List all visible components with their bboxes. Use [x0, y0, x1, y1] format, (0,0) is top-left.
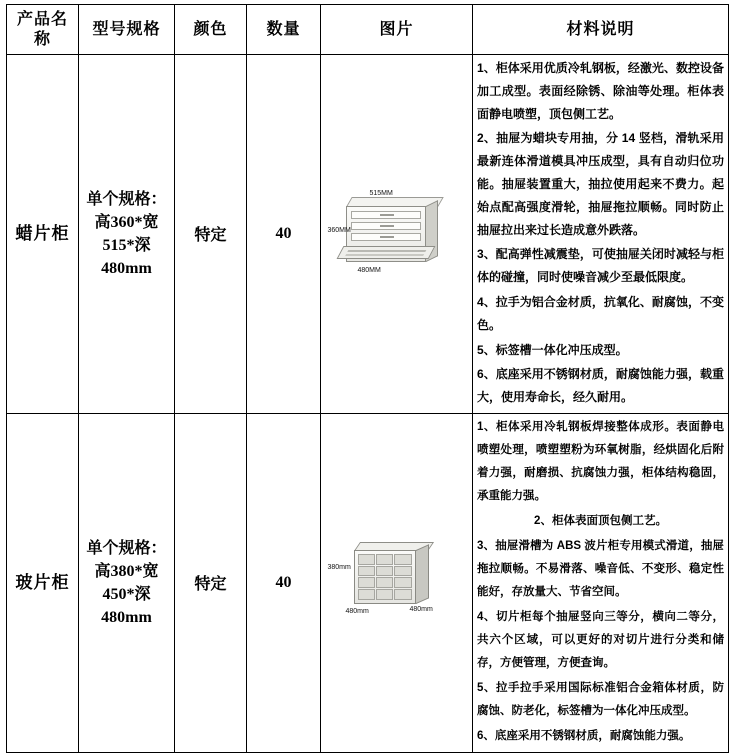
cell-model-spec: 单个规格：高380*宽450*深480mm: [79, 413, 175, 752]
cabinet-body: [354, 550, 416, 604]
cell-picture: [321, 413, 473, 752]
description-line: 3、抽屉滑槽为 ABS 波片柜专用模式滑道，抽屉拖拉顺畅。不易滑落、噪音低、不变形、稳定性能好，存放量大、节省空间。: [477, 539, 724, 598]
description-line: 4、切片柜每个抽屉竖向三等分，横向二等分，共六个区域，可以更好的对切片进行分类和储存，方便管理，方便查询。: [477, 610, 724, 669]
cabinet-icon: [354, 542, 440, 606]
drawer-icon: [351, 211, 421, 219]
cell-product-name: 玻片柜: [7, 413, 79, 752]
header-quantity: 数量: [247, 5, 321, 55]
header-material-description: 材料说明: [473, 5, 729, 55]
cell-color: 特定: [175, 55, 247, 414]
description-line: 5、标签槽一体化冲压成型。: [477, 342, 628, 357]
wax-cabinet-image: [328, 179, 466, 289]
cabinet-side-panel: [416, 544, 429, 604]
table-row: [7, 413, 729, 752]
drawer-icon: [351, 222, 421, 230]
cell-color: 特定: [175, 413, 247, 752]
cell-quantity: 40: [247, 413, 321, 752]
header-color: 颜色: [175, 5, 247, 55]
dimension-label-width: 480mm: [409, 605, 433, 613]
open-drawer-icon: [336, 246, 435, 259]
cell-product-name: 蜡片柜: [7, 55, 79, 414]
cell-quantity: 40: [247, 55, 321, 414]
header-picture: 图片: [321, 5, 473, 55]
description-line: 5、拉手拉手采用国际标准铝合金箱体材质，防腐蚀、防老化，标签槽为一体化冲压成型。: [477, 681, 724, 717]
cell-model-spec: 单个规格：高360*宽515*深480mm: [79, 55, 175, 414]
slide-cabinet-drawing: [328, 528, 466, 638]
cell-picture: [321, 55, 473, 414]
description-line: 4、拉手为铝合金材质，抗氧化、耐腐蚀，不变色。: [477, 294, 724, 332]
table-row: [7, 55, 729, 414]
table-header-row: [7, 5, 729, 55]
description-line: 3、配高弹性减震垫，可使抽屉关闭时减轻与柜体的碰撞，同时使噪音减少至最低限度。: [477, 247, 724, 285]
wax-cabinet-drawing: [328, 179, 466, 289]
header-product-name: 产品名称: [7, 5, 79, 55]
cell-material-description: [473, 55, 729, 414]
description-line: 6、底座采用不锈钢材质，耐腐蚀能力强，载重大，使用寿命长，经久耐用。: [477, 367, 724, 405]
drawer-icon: [351, 233, 421, 241]
dimension-label-height: 380mm: [327, 563, 351, 571]
table-header: [7, 5, 729, 55]
cell-material-description: [473, 413, 729, 752]
description-line: 1、柜体采用优质冷轧钢板，经激光、数控设备加工成型。表面经除锈、除油等处理。柜体表面静电喷塑，顶包侧工艺。: [477, 61, 724, 121]
description-line: 6、底座采用不锈钢材质，耐腐蚀能力强。: [477, 729, 691, 742]
dimension-label-height: 360MM: [327, 226, 351, 234]
description-line: 2、抽屉为蜡块专用抽，分 14 竖档，滑轨采用最新连体滑道模具冲压成型，具有自动归位功能。抽屉装置重大，抽拉使用起来不费力。起始点配高强度滑轮，抽屉拖拉顺畅。同时防止抽屉拉出来过长造成意外跌落。: [477, 131, 724, 237]
dimension-label-depth: 480MM: [357, 266, 381, 274]
cabinet-icon: [346, 197, 438, 263]
table-body: [7, 55, 729, 753]
dimension-label-depth: 480mm: [345, 607, 369, 615]
description-line: 2、柜体表面顶包侧工艺。: [534, 514, 667, 527]
description-line: 1、柜体采用冷轧钢板焊接整体成形。表面静电喷塑处理，喷塑塑粉为环氧树脂，经烘固化后附着力强，耐磨损、抗腐蚀力强，柜体结构稳固，承重能力强。: [477, 420, 724, 502]
header-model-spec: 型号规格: [79, 5, 175, 55]
product-spec-table: [6, 4, 729, 753]
dimension-label-width: 515MM: [369, 189, 393, 197]
slide-cabinet-image: [328, 528, 466, 638]
